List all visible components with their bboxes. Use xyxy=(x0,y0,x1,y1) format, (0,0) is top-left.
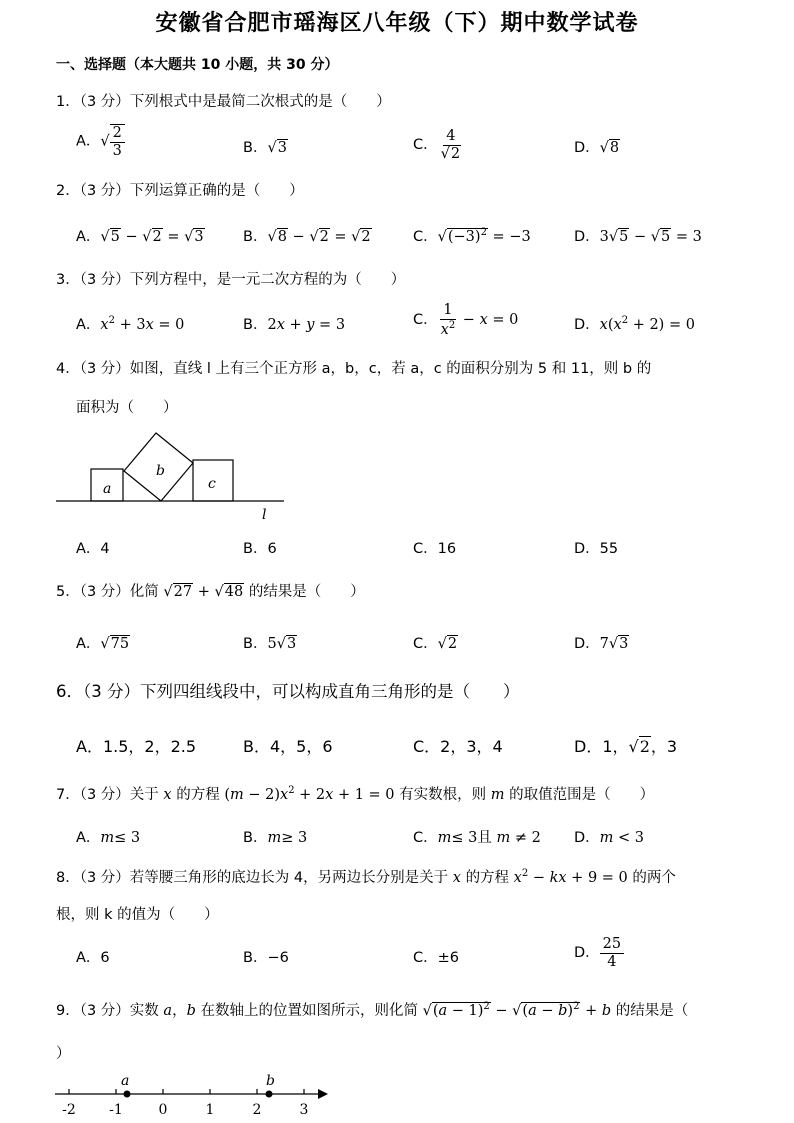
q8-option-b: B．−6 xyxy=(243,950,289,966)
q6-option-d: D．1，√2，3 xyxy=(574,737,678,756)
question-8-line2: 根，则 k 的值为（ ） xyxy=(56,907,219,923)
q1-option-a: A．√ $\frac{2}{3}$ xyxy=(76,124,125,159)
question-8: 8．（3 分）若等腰三角形的底边长为 4，另两边长分别是关于 x 的方程 $x^2$ − kx + 9 = 0 的两个 xyxy=(56,868,676,886)
q2-option-a: A．√5 − √2 = √3 xyxy=(76,229,204,245)
question-1: 1．（3 分）下列根式中是最简二次根式的是（ ） xyxy=(56,94,391,110)
section-heading: 一、选择题（本大题共 10 小题，共 30 分） xyxy=(56,57,339,73)
axis-tick-label: 1 xyxy=(205,1102,215,1118)
arrow-right-icon xyxy=(318,1089,328,1099)
axis-tick-label: -1 xyxy=(109,1102,123,1118)
axis-tick-label: 0 xyxy=(158,1102,168,1118)
question-9-line2: ） xyxy=(56,1046,71,1062)
question-5: 5．（3 分）化简 √27 + √48 的结果是（ ） xyxy=(56,584,365,600)
axis-tick-label: 3 xyxy=(299,1102,309,1118)
point-a xyxy=(124,1091,131,1098)
q3-option-a: A．$x^2 + 3x = 0$ xyxy=(76,315,185,333)
q2-option-c: C．$√(-3)^2 = -3$ xyxy=(413,227,531,245)
q4-option-a: A．4 xyxy=(76,541,110,557)
q8-option-a: A．6 xyxy=(76,950,110,966)
q1-option-d: D．√8 xyxy=(574,140,620,156)
q7-option-c: C．m≤ 3且 m ≠ 2 xyxy=(413,830,541,846)
q3-option-c: C． $\frac{1}{x^2}$ − x = 0 xyxy=(413,302,519,338)
q7-option-a: A．m≤ 3 xyxy=(76,830,141,846)
q4-option-d: D．55 xyxy=(574,541,619,557)
q5-option-c: C．√2 xyxy=(413,636,458,652)
question-9: 9．（3 分）实数 a，b 在数轴上的位置如图所示，则化简 $√(a - 1)^2 - √(a - b)^2 + b$ 的结果是（ xyxy=(56,1001,689,1019)
question-4: 4．（3 分）如图，直线 l 上有三个正方形 a，b，c，若 a，c 的面积分别为 5 和 11，则 b 的 xyxy=(56,361,652,377)
q3-option-d: D．$x(x^2 + 2) = 0$ xyxy=(574,315,695,333)
q5-option-a: A．√75 xyxy=(76,636,130,652)
page-title: 安徽省合肥市瑶海区八年级（下）期中数学试卷 xyxy=(155,10,639,36)
q6-option-b: B．4，5，6 xyxy=(243,737,333,756)
q8-option-d: D． $\frac{25}{4}$ xyxy=(574,936,624,970)
q3-option-b: B．2x + y = 3 xyxy=(243,317,346,333)
axis-tick-label: 2 xyxy=(252,1102,262,1118)
q1-option-b: B．√3 xyxy=(243,140,287,156)
q5-option-b: B．5√3 xyxy=(243,636,297,652)
label-point-b: b xyxy=(266,1073,275,1089)
q4-option-b: B．6 xyxy=(243,541,277,557)
squares-figure xyxy=(56,425,296,525)
label-b: b xyxy=(156,463,165,479)
q7-option-b: B．m≥ 3 xyxy=(243,830,308,846)
label-l: l xyxy=(262,507,267,523)
q7-option-d: D．m < 3 xyxy=(574,830,645,846)
label-point-a: a xyxy=(121,1073,130,1089)
q2-option-b: B．√8 − √2 = √2 xyxy=(243,229,371,245)
question-2: 2．（3 分）下列运算正确的是（ ） xyxy=(56,183,304,199)
axis-tick-label: -2 xyxy=(62,1102,76,1118)
q4-option-c: C．16 xyxy=(413,541,457,557)
q8-option-c: C．±6 xyxy=(413,950,459,966)
q6-option-a: A．1.5，2，2.5 xyxy=(76,737,197,756)
question-3: 3．（3 分）下列方程中，是一元二次方程的为（ ） xyxy=(56,272,406,288)
question-6: 6．（3 分）下列四组线段中，可以构成直角三角形的是（ ） xyxy=(56,682,520,701)
question-7: 7．（3 分）关于 x 的方程 $(m - 2)x^2 + 2x + 1 = 0$ 有实数根，则 m 的取值范围是（ ） xyxy=(56,785,655,803)
number-line xyxy=(50,1070,340,1118)
question-4-line2: 面积为（ ） xyxy=(76,400,178,416)
q1-option-c: C． $\frac{4}{√2}$ xyxy=(413,128,461,162)
q6-option-c: C．2，3，4 xyxy=(413,737,503,756)
q2-option-d: D．3√5 − √5 = 3 xyxy=(574,229,702,245)
q5-option-d: D．7√3 xyxy=(574,636,629,652)
label-a: a xyxy=(103,481,112,497)
label-c: c xyxy=(208,476,216,492)
point-b xyxy=(266,1091,273,1098)
